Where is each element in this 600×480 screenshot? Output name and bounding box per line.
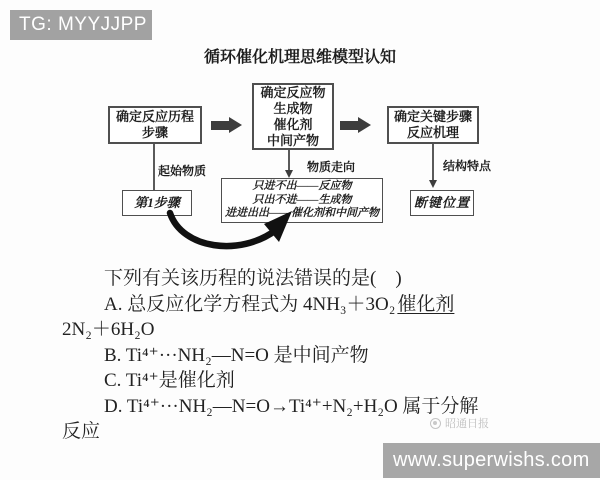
- question-stem: 下列有关该历程的说法错误的是( ): [104, 268, 402, 289]
- label-structure-feature: 结构特点: [443, 159, 492, 173]
- curved-cycle-arrow-icon: [140, 203, 310, 265]
- flow-box-reaction-steps-line1: 确定反应历程: [115, 109, 194, 124]
- block-arrow-head: [358, 117, 371, 133]
- flow-rule-catalyst: 进进出出——催化剂和中间产物: [225, 207, 379, 220]
- connector-line-middle: [288, 150, 290, 171]
- connector-line-left: [153, 144, 155, 191]
- flow-box-substances-line4: 中间产物: [266, 132, 319, 148]
- label-start-substance: 起始物质: [158, 164, 207, 178]
- newspaper-watermark-label: 昭通日报: [445, 418, 489, 430]
- website-watermark-banner: [383, 443, 600, 478]
- option-b: B. Ti⁴⁺···NH₂—N=O 是中间产物: [104, 344, 369, 366]
- telegram-watermark-label: TG: MYYJJPP: [19, 14, 147, 35]
- website-watermark-label: www.superwishs.com: [393, 449, 590, 471]
- flow-rule-product: 只出不进——生成物: [252, 193, 352, 206]
- diagram-title: 循环催化机理思维模型认知: [203, 49, 396, 66]
- label-substance-flow: 物质走向: [307, 160, 356, 174]
- flow-box-mechanism-line2: 反应机理: [406, 125, 459, 140]
- flow-box-first-step: 第1步骤: [122, 190, 192, 216]
- option-a-line2: 2N₂＋6H₂O: [62, 319, 155, 340]
- block-arrow-head: [229, 117, 242, 133]
- zhaotong-daily-logo-icon: [430, 418, 441, 429]
- flow-box-substances: [252, 83, 334, 150]
- block-arrow-right-icon: [340, 117, 371, 133]
- flow-box-substances-line2: 生成物: [273, 100, 313, 116]
- flow-box-bond-position: 断键位置: [410, 190, 474, 216]
- option-d-line2: 反应: [62, 421, 101, 442]
- connector-line-right: [432, 144, 434, 181]
- flow-box-reaction-steps: [108, 106, 202, 144]
- block-arrow-body: [211, 121, 229, 130]
- option-a-equation: A. 总反应化学方程式为 4NH₃＋3O₂: [104, 293, 396, 315]
- flow-box-mechanism-line1: 确定关键步骤: [393, 109, 472, 124]
- arrow-down-icon: [429, 180, 437, 188]
- telegram-watermark-banner: [10, 10, 152, 40]
- flow-rule-reactant: 只进不出——反应物: [252, 180, 352, 193]
- option-a-line1: [62, 292, 554, 318]
- block-arrow-body: [340, 121, 358, 130]
- arrow-down-icon: [285, 170, 293, 178]
- flow-box-substances-line3: 催化剂: [273, 116, 313, 132]
- flow-box-substances-line1: 确定反应物: [260, 84, 326, 100]
- flow-box-reaction-steps-line2: 步骤: [141, 125, 168, 140]
- newspaper-watermark: [430, 415, 489, 431]
- flow-box-mechanism: [387, 106, 479, 144]
- option-a-catalyst-condition: 催化剂: [397, 293, 455, 315]
- option-c: C. Ti⁴⁺是催化剂: [104, 370, 235, 391]
- block-arrow-right-icon: [211, 117, 242, 133]
- option-d-line1: D. Ti⁴⁺···NH₂—N=O→Ti⁴⁺+N₂+H₂O 属于分解: [104, 395, 479, 417]
